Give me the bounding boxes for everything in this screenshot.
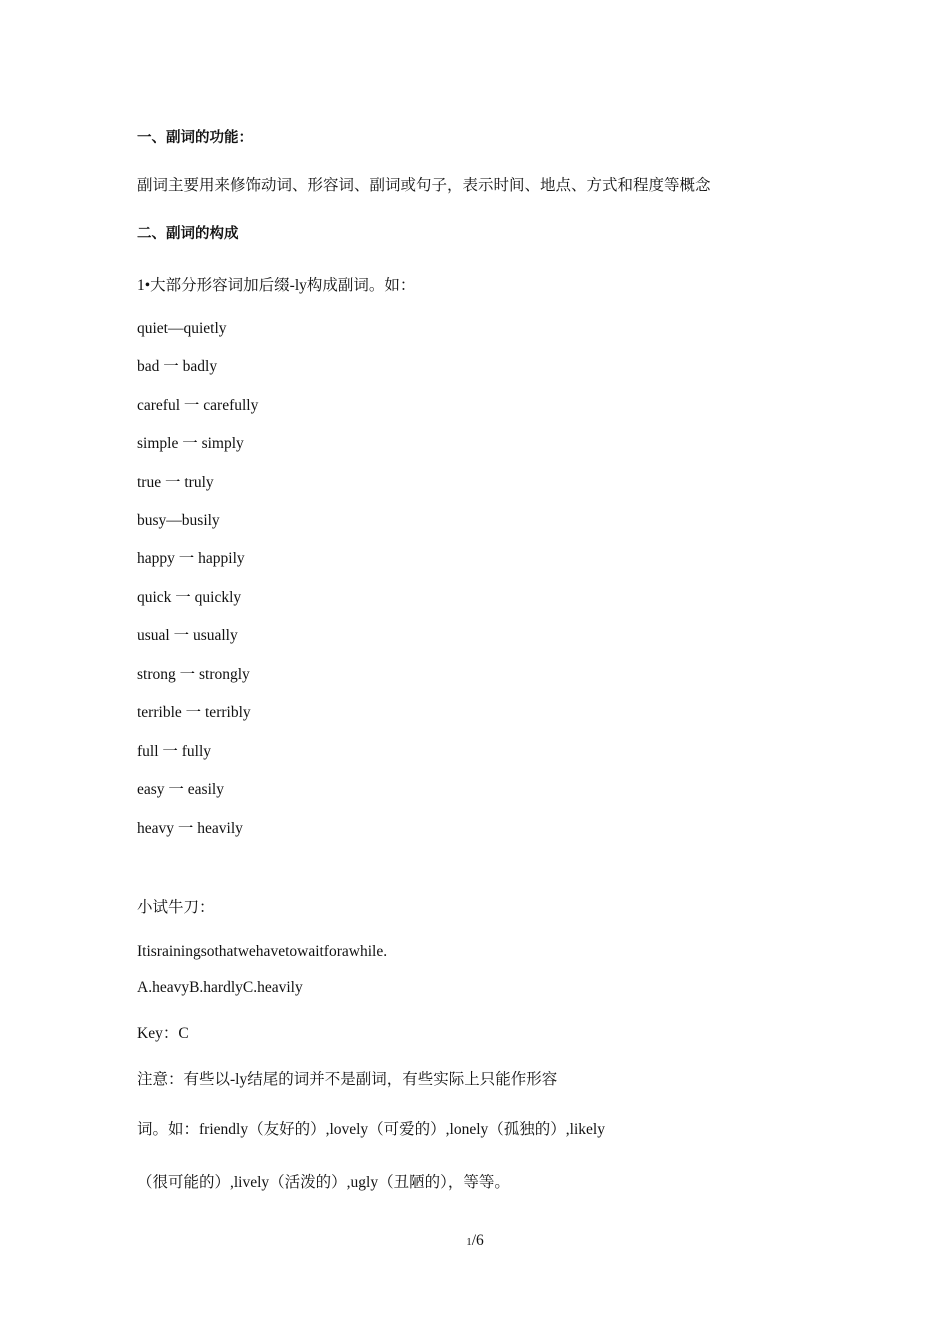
exercise-key: Key：C bbox=[137, 1025, 189, 1042]
list-item: heavy 一 heavily bbox=[137, 820, 243, 837]
list-item: simple 一 simply bbox=[137, 435, 244, 452]
note-line-1: 注意：有些以-ly结尾的词并不是副词，有些实际上只能作形容 bbox=[137, 1071, 558, 1088]
exercise-question: Itisrainingsothatwehavetowaitforawhile. bbox=[137, 943, 388, 960]
list-item: busy—busily bbox=[137, 512, 220, 529]
list-item: happy 一 happily bbox=[137, 550, 245, 567]
page-number-total: /6 bbox=[471, 1232, 484, 1249]
page-number bbox=[0, 1231, 950, 1252]
list-item: bad 一 badly bbox=[137, 358, 218, 375]
exercise-options: A.heavyB.hardlyC.heavily bbox=[137, 979, 303, 996]
note-line-3: （很可能的）,lively（活泼的）,ugly（丑陋的），等等。 bbox=[137, 1174, 510, 1191]
list-item: quiet—quietly bbox=[137, 320, 227, 337]
list-item: careful 一 carefully bbox=[137, 397, 259, 414]
list-item: full 一 fully bbox=[137, 743, 212, 760]
page-number-current: 1 bbox=[466, 1236, 472, 1248]
list-item: quick 一 quickly bbox=[137, 589, 242, 606]
list-item: terrible 一 terribly bbox=[137, 704, 251, 721]
list-item: usual 一 usually bbox=[137, 627, 238, 644]
note-line-2: 词。如：friendly（友好的）,lovely（可爱的）,lonely（孤独的）,likely bbox=[137, 1121, 605, 1138]
section2-heading: 二、副词的构成 bbox=[137, 226, 239, 242]
rule1-text: 1•大部分形容词加后缀-ly构成副词。如： bbox=[137, 277, 416, 294]
list-item: strong 一 strongly bbox=[137, 666, 250, 683]
list-item: true 一 truly bbox=[137, 474, 214, 491]
exercise-title: 小试牛刀： bbox=[137, 899, 215, 916]
section1-heading: 一、副词的功能： bbox=[137, 130, 253, 146]
list-item: easy 一 easily bbox=[137, 781, 224, 798]
section1-text: 副词主要用来修饰动词、形容词、副词或句子，表示时间、地点、方式和程度等概念 bbox=[137, 177, 711, 194]
